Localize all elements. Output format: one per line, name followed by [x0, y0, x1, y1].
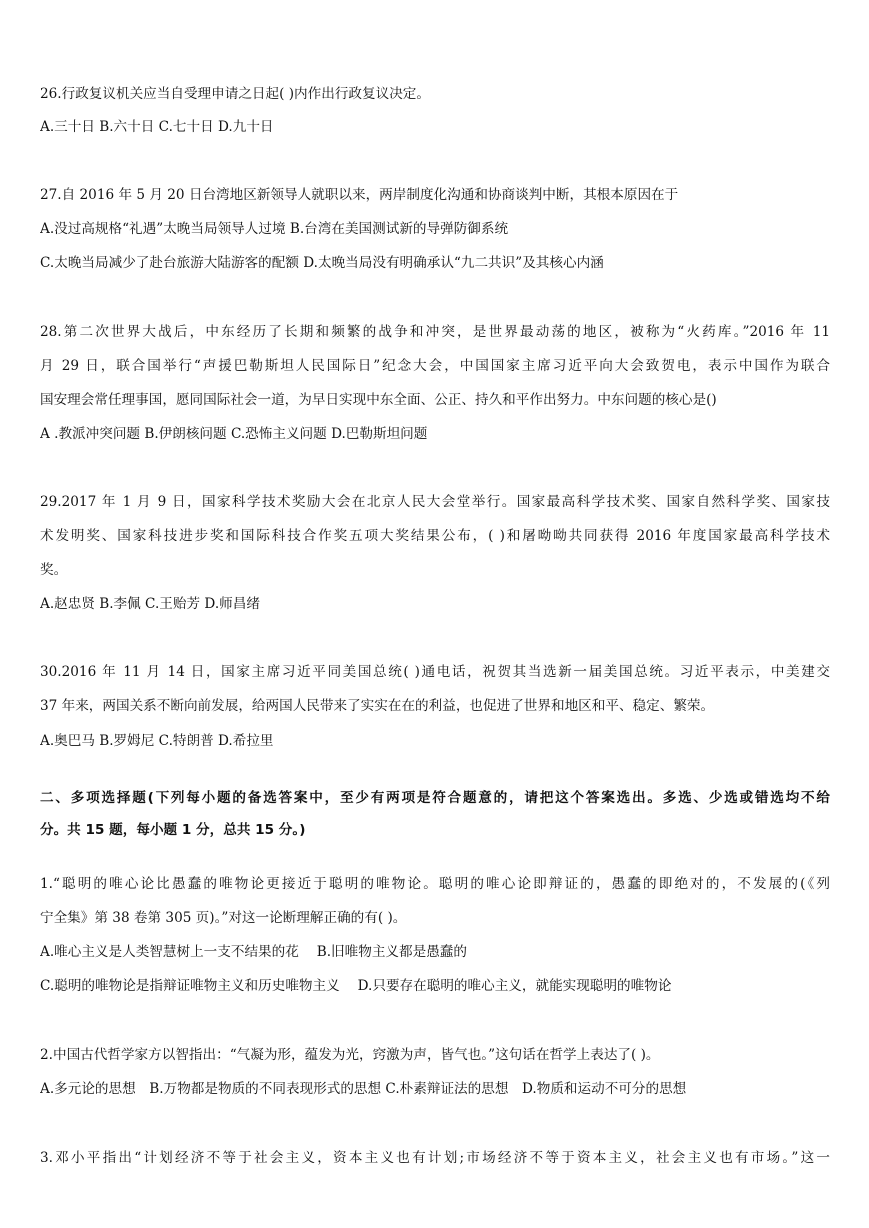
- section2-heading-line2: 分。共 15 题，每小题 1 分，总共 15 分。): [40, 822, 306, 838]
- q29-stem-line3: 奖。: [40, 562, 68, 578]
- multi-q2-options: A.多元论的思想 B.万物都是物质的不同表现形式的思想 C.朴素辩证法的思想 D.物质和运动不可分的思想: [40, 1081, 687, 1097]
- multi-q1-options-line1: A.唯心主义是人类智慧树上一支不结果的花 B.旧唯物主义都是愚蠢的: [40, 944, 467, 960]
- q29-stem-line2: 术发明奖、国家科技进步奖和国际科技合作奖五项大奖结果公布，( )和屠呦呦共同获得 2016 年度国家最高科学技术: [40, 528, 830, 544]
- q27-stem: 27.自 2016 年 5 月 20 日台湾地区新领导人就职以来，两岸制度化沟通和协商谈判中断，其根本原因在于: [40, 187, 679, 203]
- q27-options-line2: C.太晚当局减少了赴台旅游大陆游客的配额 D.太晚当局没有明确承认“九二共识”及其核心内涵: [40, 255, 604, 271]
- q28-stem-line1: 28.第二次世界大战后，中东经历了长期和频繁的战争和冲突，是世界最动荡的地区，被称为“火药库。”2016 年 11: [40, 324, 830, 340]
- q29-stem-line1: 29.2017 年 1 月 9 日，国家科学技术奖励大会在北京人民大会堂举行。国家最高科学技术奖、国家自然科学奖、国家技: [40, 494, 830, 510]
- multi-q1-stem-line1: 1.“聪明的唯心论比愚蠢的唯物论更接近于聪明的唯物论。聪明的唯心论即辩证的，愚蠢的即绝对的，不发展的(《列: [40, 876, 830, 892]
- section2-heading-line1: 二、多项选择题(下列每小题的备选答案中，至少有两项是符合题意的，请把这个答案选出。多选、少选或错选均不给: [40, 790, 830, 806]
- q26-options: A.三十日 B.六十日 C.七十日 D.九十日: [40, 119, 274, 135]
- q28-stem-line2: 月 29 日，联合国举行“声援巴勒斯坦人民国际日”纪念大会，中国国家主席习近平向大会致贺电，表示中国作为联合: [40, 358, 830, 374]
- q30-options: A.奥巴马 B.罗姆尼 C.特朗普 D.希拉里: [40, 733, 274, 749]
- q27-options-line1: A.没过高规格“礼遇”太晚当局领导人过境 B.台湾在美国测试新的导弹防御系统: [40, 221, 509, 237]
- q28-options: A .教派冲突问题 B.伊朗核问题 C.恐怖主义问题 D.巴勒斯坦问题: [40, 426, 428, 442]
- multi-q2-stem: 2.中国古代哲学家方以智指出：“气凝为形，蕴发为光，窍激为声，皆气也。”这句话在哲学上表达了( )。: [40, 1047, 660, 1063]
- q29-options: A.赵忠贤 B.李佩 C.王贻芳 D.师昌绪: [40, 596, 260, 612]
- multi-q1-options-line2: C.聪明的唯物论是指辩证唯物主义和历史唯物主义 D.只要存在聪明的唯心主义，就能实现聪明的唯物论: [40, 978, 672, 994]
- q26-stem: 26.行政复议机关应当自受理申请之日起( )内作出行政复议决定。: [40, 86, 430, 102]
- q30-stem-line2: 37 年来，两国关系不断向前发展，给两国人民带来了实实在在的利益，也促进了世界和地区和平、稳定、繁荣。: [40, 698, 715, 714]
- multi-q3-stem-line1: 3.邓小平指出“计划经济不等于社会主义，资本主义也有计划;市场经济不等于资本主义，社会主义也有市场。”这一: [40, 1150, 830, 1166]
- q28-stem-line3: 国安理会常任理事国，愿同国际社会一道，为早日实现中东全面、公正、持久和平作出努力。中东问题的核心是(): [40, 392, 717, 408]
- q30-stem-line1: 30.2016 年 11 月 14 日，国家主席习近平同美国总统( )通电话，祝贺其当选新一届美国总统。习近平表示，中美建交: [40, 664, 830, 680]
- multi-q1-stem-line2: 宁全集》第 38 卷第 305 页)。”对这一论断理解正确的有( )。: [40, 910, 407, 926]
